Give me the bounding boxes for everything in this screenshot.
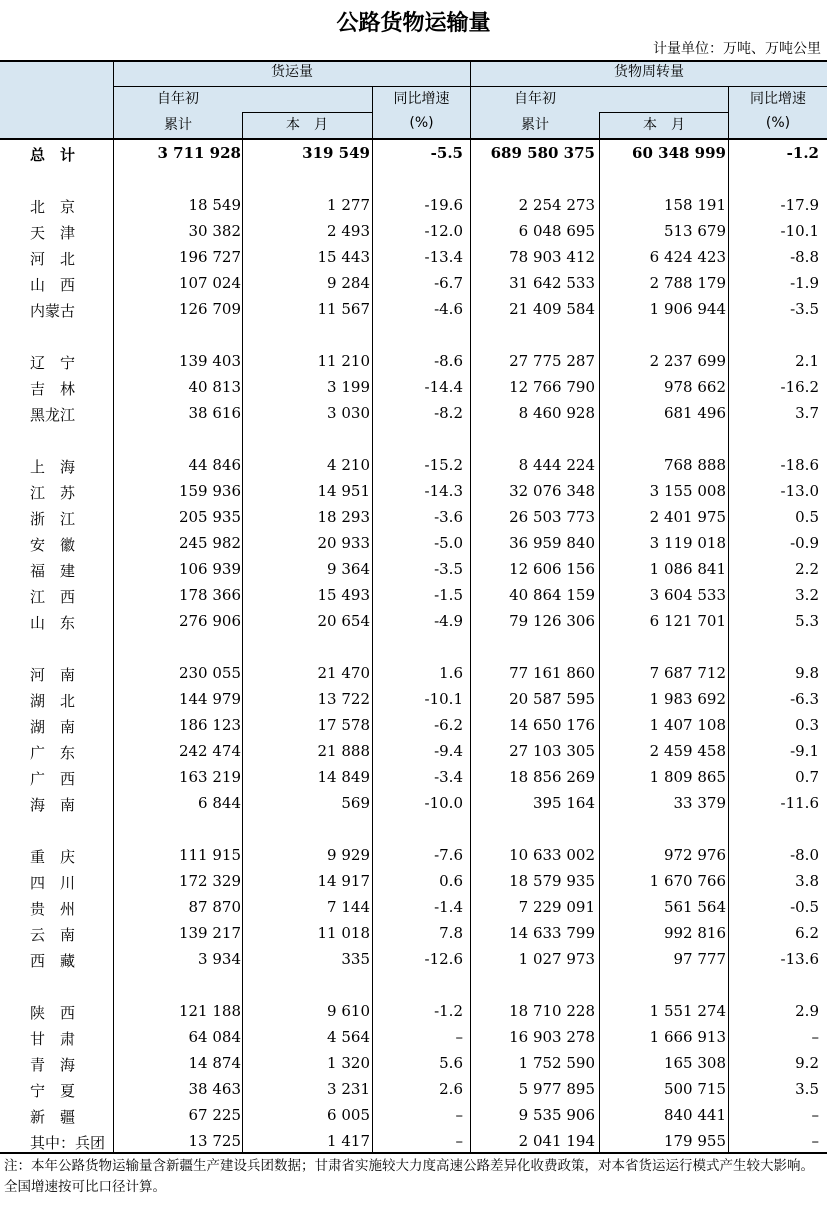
value-cell: 20 654 bbox=[317, 612, 370, 630]
value-cell: 681 496 bbox=[663, 404, 726, 422]
value-cell: 9.2 bbox=[795, 1054, 819, 1072]
table-row bbox=[0, 219, 827, 245]
value-cell: 14 951 bbox=[317, 482, 370, 500]
region-name: 安 徽 bbox=[30, 536, 76, 554]
table-row bbox=[0, 583, 827, 609]
value-cell: 64 084 bbox=[188, 1028, 241, 1046]
table-row bbox=[0, 1025, 827, 1051]
table-row bbox=[0, 869, 827, 895]
value-cell: 27 103 305 bbox=[509, 742, 595, 760]
value-cell: 335 bbox=[341, 950, 370, 968]
region-name: 云 南 bbox=[30, 926, 76, 944]
table-row bbox=[0, 1129, 827, 1155]
total-row bbox=[0, 141, 827, 167]
value-cell: 186 123 bbox=[178, 716, 241, 734]
value-cell: 77 161 860 bbox=[509, 664, 595, 682]
table-row bbox=[0, 297, 827, 323]
value-cell: 20 587 595 bbox=[509, 690, 595, 708]
header-freight-volume: 货运量 bbox=[271, 64, 313, 80]
value-cell: -13.6 bbox=[780, 950, 819, 968]
region-name: 河 南 bbox=[30, 666, 76, 684]
value-cell: 0.6 bbox=[439, 872, 463, 890]
table-top-border bbox=[0, 60, 827, 62]
value-cell: 7 229 091 bbox=[518, 898, 595, 916]
value-cell: 319 549 bbox=[302, 144, 370, 162]
table-row bbox=[0, 947, 827, 973]
value-cell: -6.3 bbox=[790, 690, 819, 708]
value-cell: 40 864 159 bbox=[509, 586, 595, 604]
value-cell: -13.4 bbox=[424, 248, 463, 266]
value-cell: 3 199 bbox=[327, 378, 370, 396]
table-row bbox=[0, 661, 827, 687]
value-cell: 18 549 bbox=[188, 196, 241, 214]
footnote: 注：本年公路货物运输量含新疆生产建设兵团数据；甘肃省实施较大力度高速公路差异化收费政策，对本省货运运行模式产生较大影响。全国增速按可比口径计算。 bbox=[4, 1158, 814, 1195]
region-name: 宁 夏 bbox=[30, 1082, 76, 1100]
value-cell: 3.2 bbox=[795, 586, 819, 604]
header-yoy-1-turnover: 同比增速 bbox=[750, 90, 806, 107]
value-cell: 2 041 194 bbox=[518, 1132, 595, 1150]
value-cell: – bbox=[811, 1106, 819, 1124]
value-cell: 1 277 bbox=[327, 196, 370, 214]
region-name: 河 北 bbox=[30, 250, 76, 268]
value-cell: 9 535 906 bbox=[518, 1106, 595, 1124]
value-cell: -9.4 bbox=[434, 742, 463, 760]
value-cell: 242 474 bbox=[178, 742, 241, 760]
value-cell: 2 788 179 bbox=[649, 274, 726, 292]
value-cell: -6.7 bbox=[434, 274, 463, 292]
value-cell: 1 983 692 bbox=[649, 690, 726, 708]
value-cell: 17 578 bbox=[317, 716, 370, 734]
value-cell: 4 564 bbox=[327, 1028, 370, 1046]
value-cell: 12 766 790 bbox=[509, 378, 595, 396]
table-row bbox=[0, 245, 827, 271]
region-name: 黑龙江 bbox=[30, 406, 76, 424]
header-ytd-1-turnover: 自年初 bbox=[514, 90, 556, 107]
value-cell: 1 809 865 bbox=[649, 768, 726, 786]
header-yoy-1: 同比增速 bbox=[393, 90, 450, 107]
value-cell: 1 551 274 bbox=[649, 1002, 726, 1020]
value-cell: 9.8 bbox=[795, 664, 819, 682]
region-name: 吉 林 bbox=[30, 380, 76, 398]
value-cell: – bbox=[455, 1132, 463, 1150]
header-month-turnover: 本 月 bbox=[643, 117, 685, 133]
value-cell: 2.1 bbox=[795, 352, 819, 370]
table-row bbox=[0, 505, 827, 531]
region-name: 内蒙古 bbox=[30, 302, 76, 320]
value-cell: 172 329 bbox=[178, 872, 241, 890]
region-name: 重 庆 bbox=[30, 848, 76, 866]
region-name: 浙 江 bbox=[30, 510, 76, 528]
value-cell: 2 401 975 bbox=[649, 508, 726, 526]
value-cell: -1.9 bbox=[790, 274, 819, 292]
value-cell: 0.3 bbox=[795, 716, 819, 734]
value-cell: 87 870 bbox=[188, 898, 241, 916]
value-cell: -14.4 bbox=[424, 378, 463, 396]
region-name: 广 东 bbox=[30, 744, 76, 762]
value-cell: 159 936 bbox=[178, 482, 241, 500]
value-cell: 500 715 bbox=[663, 1080, 726, 1098]
header-ytd-1: 自年初 bbox=[157, 90, 199, 107]
value-cell: 9 284 bbox=[327, 274, 370, 292]
value-cell: 569 bbox=[341, 794, 370, 812]
value-cell: -3.6 bbox=[434, 508, 463, 526]
value-cell: 6 424 423 bbox=[649, 248, 726, 266]
value-cell: 3 119 018 bbox=[649, 534, 726, 552]
table-row bbox=[0, 453, 827, 479]
value-cell: -14.3 bbox=[424, 482, 463, 500]
value-cell: 978 662 bbox=[663, 378, 726, 396]
table-row bbox=[0, 739, 827, 765]
value-cell: 992 816 bbox=[663, 924, 726, 942]
table-row bbox=[0, 375, 827, 401]
value-cell: 33 379 bbox=[673, 794, 726, 812]
region-name: 湖 北 bbox=[30, 692, 76, 710]
value-cell: 5.6 bbox=[439, 1054, 463, 1072]
region-name: 山 东 bbox=[30, 614, 76, 632]
value-cell: 13 722 bbox=[317, 690, 370, 708]
value-cell: 6 005 bbox=[327, 1106, 370, 1124]
value-cell: 27 775 287 bbox=[509, 352, 595, 370]
value-cell: 6 121 701 bbox=[649, 612, 726, 630]
value-cell: 3 604 533 bbox=[649, 586, 726, 604]
value-cell: 14 917 bbox=[317, 872, 370, 890]
table-row bbox=[0, 609, 827, 635]
region-name: 湖 南 bbox=[30, 718, 76, 736]
region-name: 西 藏 bbox=[30, 952, 76, 970]
value-cell: -11.6 bbox=[780, 794, 819, 812]
value-cell: 276 906 bbox=[178, 612, 241, 630]
value-cell: -8.2 bbox=[434, 404, 463, 422]
header-divider-month-turnover bbox=[600, 112, 729, 113]
value-cell: 38 463 bbox=[188, 1080, 241, 1098]
value-cell: 10 633 002 bbox=[509, 846, 595, 864]
value-cell: 79 126 306 bbox=[509, 612, 595, 630]
value-cell: -15.2 bbox=[424, 456, 463, 474]
value-cell: 2.6 bbox=[439, 1080, 463, 1098]
value-cell: 840 441 bbox=[663, 1106, 726, 1124]
region-name: 青 海 bbox=[30, 1056, 76, 1074]
value-cell: 9 929 bbox=[327, 846, 370, 864]
table-row bbox=[0, 1051, 827, 1077]
value-cell: -8.0 bbox=[790, 846, 819, 864]
value-cell: 3.5 bbox=[795, 1080, 819, 1098]
value-cell: -3.5 bbox=[790, 300, 819, 318]
value-cell: 163 219 bbox=[178, 768, 241, 786]
value-cell: 16 903 278 bbox=[509, 1028, 595, 1046]
region-name: 上 海 bbox=[30, 458, 76, 476]
value-cell: -18.6 bbox=[780, 456, 819, 474]
value-cell: 14 650 176 bbox=[509, 716, 595, 734]
table-row bbox=[0, 479, 827, 505]
value-cell: -0.5 bbox=[790, 898, 819, 916]
value-cell: 3 155 008 bbox=[649, 482, 726, 500]
value-cell: 2.2 bbox=[795, 560, 819, 578]
header-yoy-2: (%) bbox=[409, 114, 434, 131]
value-cell: 60 348 999 bbox=[632, 144, 726, 162]
value-cell: 11 018 bbox=[317, 924, 370, 942]
value-cell: -1.5 bbox=[434, 586, 463, 604]
value-cell: 6 844 bbox=[198, 794, 241, 812]
value-cell: 8 444 224 bbox=[518, 456, 595, 474]
value-cell: 1.6 bbox=[439, 664, 463, 682]
value-cell: -10.1 bbox=[424, 690, 463, 708]
table-row bbox=[0, 349, 827, 375]
value-cell: -1.2 bbox=[786, 144, 819, 162]
value-cell: 768 888 bbox=[663, 456, 726, 474]
value-cell: -9.1 bbox=[790, 742, 819, 760]
value-cell: 15 493 bbox=[317, 586, 370, 604]
value-cell: 0.5 bbox=[795, 508, 819, 526]
value-cell: 158 191 bbox=[663, 196, 726, 214]
value-cell: 38 616 bbox=[188, 404, 241, 422]
value-cell: 1 320 bbox=[327, 1054, 370, 1072]
value-cell: 30 382 bbox=[188, 222, 241, 240]
value-cell: -13.0 bbox=[780, 482, 819, 500]
region-name: 四 川 bbox=[30, 874, 76, 892]
value-cell: 32 076 348 bbox=[509, 482, 595, 500]
value-cell: 26 503 773 bbox=[509, 508, 595, 526]
value-cell: 9 364 bbox=[327, 560, 370, 578]
value-cell: 15 443 bbox=[317, 248, 370, 266]
value-cell: -17.9 bbox=[780, 196, 819, 214]
value-cell: 2 237 699 bbox=[649, 352, 726, 370]
table-row bbox=[0, 531, 827, 557]
region-name: 福 建 bbox=[30, 562, 76, 580]
value-cell: -8.6 bbox=[434, 352, 463, 370]
value-cell: 78 903 412 bbox=[509, 248, 595, 266]
value-cell: 6 048 695 bbox=[518, 222, 595, 240]
value-cell: -0.9 bbox=[790, 534, 819, 552]
value-cell: 67 225 bbox=[188, 1106, 241, 1124]
value-cell: 13 725 bbox=[188, 1132, 241, 1150]
header-bottom-border bbox=[0, 138, 827, 140]
value-cell: -5.5 bbox=[430, 144, 463, 162]
value-cell: – bbox=[811, 1028, 819, 1046]
value-cell: -5.0 bbox=[434, 534, 463, 552]
value-cell: 3.8 bbox=[795, 872, 819, 890]
region-name: 江 苏 bbox=[30, 484, 76, 502]
value-cell: – bbox=[811, 1132, 819, 1150]
table-row bbox=[0, 1077, 827, 1103]
value-cell: -1.4 bbox=[434, 898, 463, 916]
value-cell: 139 403 bbox=[178, 352, 241, 370]
value-cell: -7.6 bbox=[434, 846, 463, 864]
value-cell: 44 846 bbox=[188, 456, 241, 474]
value-cell: -6.2 bbox=[434, 716, 463, 734]
value-cell: -3.4 bbox=[434, 768, 463, 786]
header-yoy-2-turnover: (%) bbox=[765, 114, 791, 131]
value-cell: 121 188 bbox=[178, 1002, 241, 1020]
table-row bbox=[0, 843, 827, 869]
value-cell: 3.7 bbox=[795, 404, 819, 422]
value-cell: 139 217 bbox=[178, 924, 241, 942]
value-cell: 12 606 156 bbox=[509, 560, 595, 578]
region-name: 贵 州 bbox=[30, 900, 76, 918]
value-cell: 972 976 bbox=[663, 846, 726, 864]
value-cell: 513 679 bbox=[663, 222, 726, 240]
value-cell: 4 210 bbox=[327, 456, 370, 474]
value-cell: 14 849 bbox=[317, 768, 370, 786]
value-cell: 40 813 bbox=[188, 378, 241, 396]
table-header bbox=[0, 60, 827, 138]
value-cell: -19.6 bbox=[424, 196, 463, 214]
value-cell: 7 687 712 bbox=[649, 664, 726, 682]
value-cell: 2 493 bbox=[327, 222, 370, 240]
value-cell: -12.6 bbox=[424, 950, 463, 968]
value-cell: – bbox=[455, 1106, 463, 1124]
value-cell: – bbox=[455, 1028, 463, 1046]
region-name: 山 西 bbox=[30, 276, 76, 294]
value-cell: 2 459 458 bbox=[649, 742, 726, 760]
region-name: 陕 西 bbox=[30, 1004, 76, 1022]
region-name: 海 南 bbox=[30, 796, 76, 814]
value-cell: -10.1 bbox=[780, 222, 819, 240]
value-cell: -8.8 bbox=[790, 248, 819, 266]
value-cell: 107 024 bbox=[178, 274, 241, 292]
value-cell: 11 567 bbox=[317, 300, 370, 318]
table-row bbox=[0, 895, 827, 921]
value-cell: 3 934 bbox=[198, 950, 241, 968]
region-name: 广 西 bbox=[30, 770, 76, 788]
value-cell: 1 752 590 bbox=[518, 1054, 595, 1072]
value-cell: 178 366 bbox=[178, 586, 241, 604]
value-cell: 11 210 bbox=[317, 352, 370, 370]
region-name: 新 疆 bbox=[30, 1108, 76, 1126]
table-row bbox=[0, 1103, 827, 1129]
value-cell: 0.7 bbox=[795, 768, 819, 786]
value-cell: 1 906 944 bbox=[649, 300, 726, 318]
value-cell: -1.2 bbox=[434, 1002, 463, 1020]
value-cell: -4.6 bbox=[434, 300, 463, 318]
header-ytd-2-turnover: 累计 bbox=[521, 117, 549, 133]
value-cell: 1 407 108 bbox=[649, 716, 726, 734]
value-cell: 31 642 533 bbox=[509, 274, 595, 292]
table-row bbox=[0, 193, 827, 219]
page-title: 公路货物运输量 bbox=[336, 11, 491, 36]
value-cell: 196 727 bbox=[178, 248, 241, 266]
value-cell: 126 709 bbox=[178, 300, 241, 318]
value-cell: 1 670 766 bbox=[649, 872, 726, 890]
table-row bbox=[0, 921, 827, 947]
value-cell: -10.0 bbox=[424, 794, 463, 812]
value-cell: 1 086 841 bbox=[649, 560, 726, 578]
value-cell: 3 030 bbox=[327, 404, 370, 422]
value-cell: 245 982 bbox=[178, 534, 241, 552]
value-cell: 8 460 928 bbox=[518, 404, 595, 422]
value-cell: 2 254 273 bbox=[518, 196, 595, 214]
value-cell: -3.5 bbox=[434, 560, 463, 578]
table-row bbox=[0, 557, 827, 583]
table-row bbox=[0, 271, 827, 297]
value-cell: 205 935 bbox=[178, 508, 241, 526]
value-cell: 20 933 bbox=[317, 534, 370, 552]
region-name: 其中：兵团 bbox=[30, 1134, 106, 1152]
table-row bbox=[0, 791, 827, 817]
value-cell: 18 710 228 bbox=[509, 1002, 595, 1020]
value-cell: 1 027 973 bbox=[518, 950, 595, 968]
value-cell: 2.9 bbox=[795, 1002, 819, 1020]
table-row bbox=[0, 687, 827, 713]
value-cell: -16.2 bbox=[780, 378, 819, 396]
value-cell: -4.9 bbox=[434, 612, 463, 630]
value-cell: 5 977 895 bbox=[518, 1080, 595, 1098]
table-row bbox=[0, 765, 827, 791]
region-name: 江 西 bbox=[30, 588, 76, 606]
value-cell: 5.3 bbox=[795, 612, 819, 630]
value-cell: 36 959 840 bbox=[509, 534, 595, 552]
table-row bbox=[0, 401, 827, 427]
unit-label: 计量单位：万吨、万吨公里 bbox=[653, 41, 821, 57]
value-cell: 179 955 bbox=[663, 1132, 726, 1150]
header-ytd-2: 累计 bbox=[164, 117, 192, 133]
value-cell: 18 579 935 bbox=[509, 872, 595, 890]
value-cell: 3 711 928 bbox=[157, 144, 241, 162]
header-divider-month bbox=[243, 112, 372, 113]
value-cell: -12.0 bbox=[424, 222, 463, 240]
table-row bbox=[0, 713, 827, 739]
region-name: 辽 宁 bbox=[30, 354, 76, 372]
value-cell: 3 231 bbox=[327, 1080, 370, 1098]
header-month: 本 月 bbox=[286, 117, 328, 133]
value-cell: 561 564 bbox=[663, 898, 726, 916]
value-cell: 21 409 584 bbox=[509, 300, 595, 318]
value-cell: 18 856 269 bbox=[509, 768, 595, 786]
region-name: 天 津 bbox=[30, 224, 76, 242]
value-cell: 7.8 bbox=[439, 924, 463, 942]
value-cell: 7 144 bbox=[327, 898, 370, 916]
value-cell: 14 874 bbox=[188, 1054, 241, 1072]
value-cell: 14 633 799 bbox=[509, 924, 595, 942]
value-cell: 21 888 bbox=[317, 742, 370, 760]
value-cell: 230 055 bbox=[178, 664, 241, 682]
value-cell: 689 580 375 bbox=[490, 144, 595, 162]
value-cell: 1 417 bbox=[327, 1132, 370, 1150]
value-cell: 18 293 bbox=[317, 508, 370, 526]
value-cell: 395 164 bbox=[532, 794, 595, 812]
value-cell: 1 666 913 bbox=[649, 1028, 726, 1046]
value-cell: 165 308 bbox=[663, 1054, 726, 1072]
value-cell: 21 470 bbox=[317, 664, 370, 682]
region-name: 北 京 bbox=[30, 198, 76, 216]
value-cell: 6.2 bbox=[795, 924, 819, 942]
value-cell: 97 777 bbox=[673, 950, 726, 968]
value-cell: 9 610 bbox=[327, 1002, 370, 1020]
table-row bbox=[0, 999, 827, 1025]
value-cell: 144 979 bbox=[178, 690, 241, 708]
value-cell: 111 915 bbox=[178, 846, 241, 864]
value-cell: 106 939 bbox=[178, 560, 241, 578]
region-name: 甘 肃 bbox=[30, 1030, 76, 1048]
region-name: 总 计 bbox=[30, 146, 76, 164]
header-turnover: 货物周转量 bbox=[614, 64, 684, 80]
